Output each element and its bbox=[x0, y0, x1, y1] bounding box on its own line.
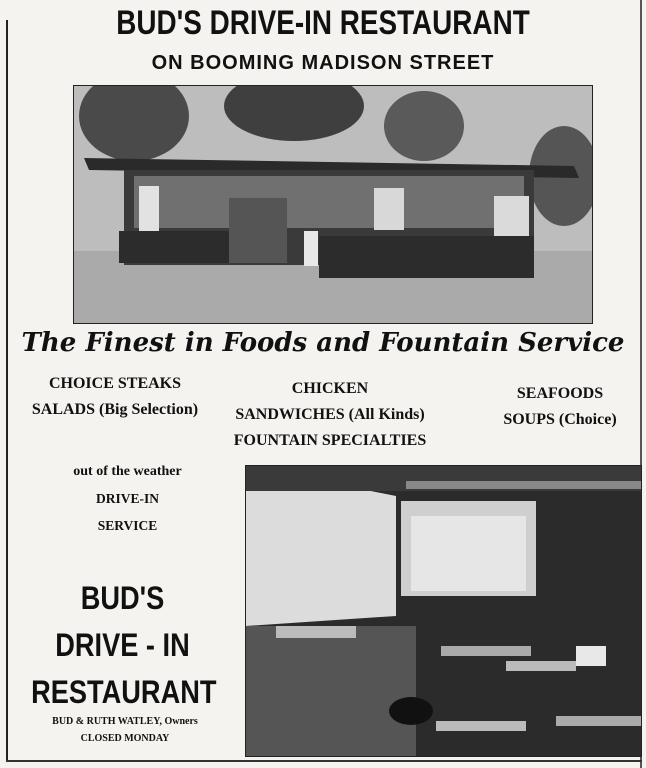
service-line: SERVICE bbox=[97, 518, 158, 533]
menu-item: CHOICE STEAKS bbox=[48, 375, 182, 392]
name-line: DRIVE - IN bbox=[55, 627, 190, 663]
name-line: RESTAURANT bbox=[31, 674, 217, 710]
service-line: DRIVE-IN bbox=[95, 491, 159, 506]
menu-item: CHICKEN bbox=[291, 380, 369, 397]
ad-subtitle: ON BOOMING MADISON STREET bbox=[151, 52, 495, 74]
service-line: out of the weather bbox=[73, 464, 182, 479]
bottom-border bbox=[6, 760, 642, 762]
owners-info bbox=[20, 713, 230, 747]
menu-column-3 bbox=[490, 381, 630, 433]
menu-column-2 bbox=[230, 376, 430, 454]
exterior-photo bbox=[73, 85, 593, 324]
exterior-photo-drawing bbox=[74, 86, 592, 323]
name-line: BUD'S bbox=[80, 580, 165, 616]
owners-line: BUD & RUTH WATLEY, Owners bbox=[52, 716, 198, 727]
tagline: The Finest in Foods and Fountain Service bbox=[21, 328, 625, 358]
menu-item: SEAFOODS bbox=[516, 385, 604, 402]
menu-item: FOUNTAIN SPECIALTIES bbox=[233, 432, 427, 449]
interior-photo-drawing bbox=[246, 466, 641, 756]
interior-photo bbox=[245, 465, 642, 757]
restaurant-name-block bbox=[31, 575, 217, 716]
menu-item: SALADS (Big Selection) bbox=[31, 401, 199, 418]
ad-title: BUD'S DRIVE-IN RESTAURANT bbox=[116, 4, 530, 42]
left-border bbox=[6, 20, 8, 760]
service-note bbox=[40, 458, 215, 539]
menu-item: SANDWICHES (All Kinds) bbox=[235, 406, 425, 423]
menu-column-1 bbox=[20, 371, 210, 423]
menu-item: SOUPS (Choice) bbox=[503, 411, 617, 428]
closed-line: CLOSED MONDAY bbox=[80, 733, 170, 744]
